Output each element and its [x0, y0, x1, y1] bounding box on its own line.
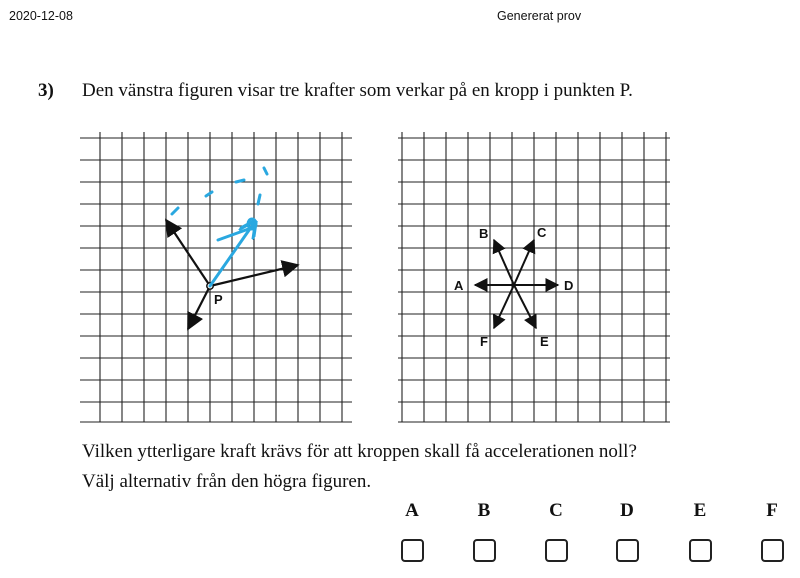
- question-text: Den vänstra figuren visar tre krafter som verkar på en kropp i punkten P.: [82, 80, 633, 101]
- option-e-label: E: [540, 334, 549, 349]
- option-c-label: C: [537, 225, 547, 240]
- answer-letter-f: F: [766, 500, 778, 521]
- left-force-figure: [78, 130, 354, 425]
- answer-checkbox-d[interactable]: [616, 539, 639, 562]
- followup-instruction: Välj alternativ från den högra figuren.: [82, 471, 372, 492]
- header-date: 2020-12-08: [9, 9, 73, 23]
- option-d-label: D: [564, 278, 574, 293]
- right-grid: [398, 132, 670, 422]
- answer-checkbox-b[interactable]: [473, 539, 496, 562]
- answer-letter-c: C: [549, 500, 563, 521]
- answer-checkbox-f[interactable]: [761, 539, 784, 562]
- option-a-label: A: [454, 278, 464, 293]
- point-p-label: P: [214, 292, 223, 307]
- answer-letter-a: A: [405, 500, 419, 521]
- left-force-diagram: [78, 130, 354, 425]
- right-options-diagram: [396, 130, 672, 425]
- answer-letter-d: D: [620, 500, 634, 521]
- option-b-arrow: [494, 240, 514, 285]
- answer-checkbox-c[interactable]: [545, 539, 568, 562]
- answer-letter-b: B: [477, 500, 491, 521]
- option-b-label: B: [479, 226, 489, 241]
- header-title: Genererat prov: [497, 9, 582, 23]
- option-c-arrow: [514, 240, 534, 285]
- blue-annotation: [172, 168, 267, 286]
- answer-checkbox-e[interactable]: [689, 539, 712, 562]
- right-options-figure: [396, 130, 672, 425]
- answer-checkbox-a[interactable]: [401, 539, 424, 562]
- answer-letter-e: E: [693, 500, 707, 521]
- question-number: 3): [38, 80, 54, 101]
- followup-question: Vilken ytterligare kraft krävs för att kroppen skall få accelerationen noll?: [82, 441, 637, 462]
- option-f-label: F: [480, 334, 488, 349]
